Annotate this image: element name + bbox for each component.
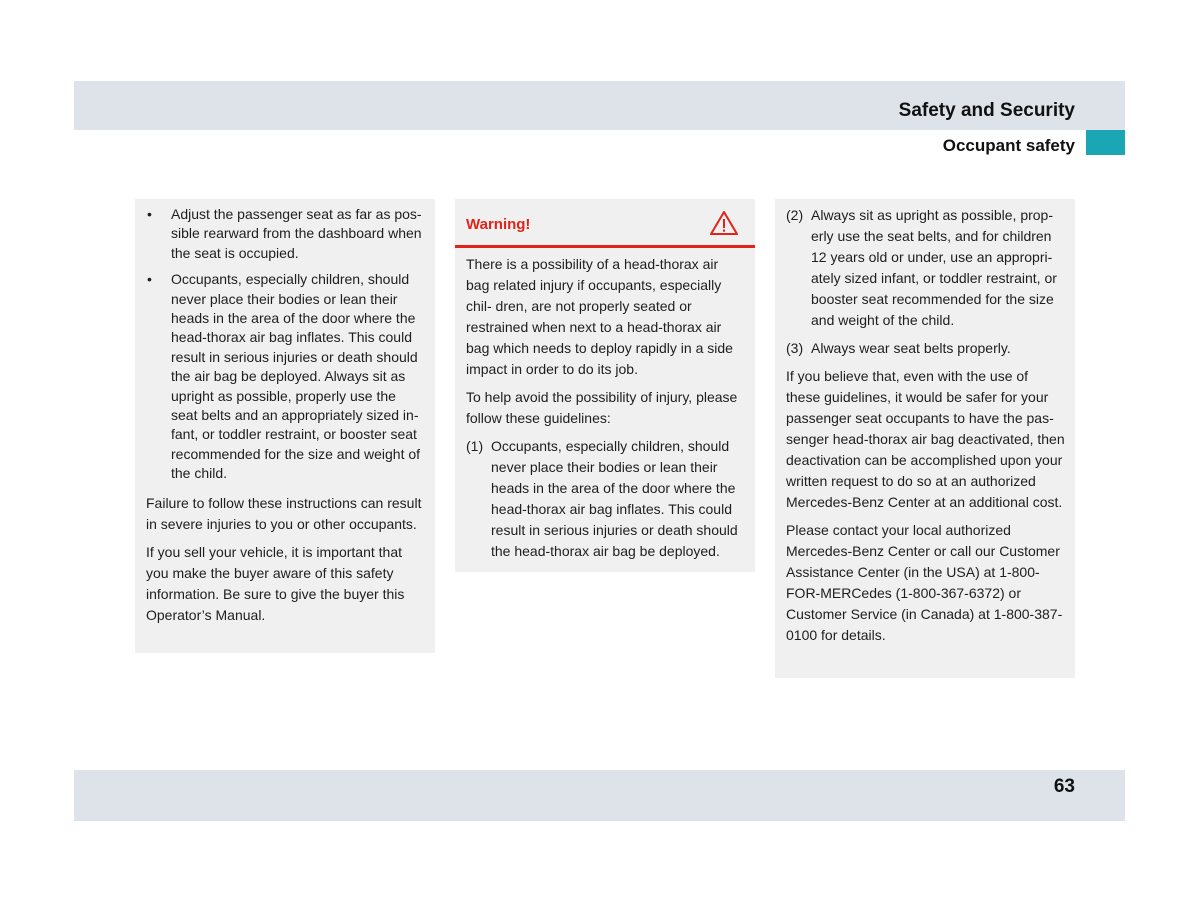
paragraph: Failure to follow these instructions can result in severe injuries to you or other occupants. bbox=[146, 494, 422, 532]
warning-body bbox=[455, 248, 755, 562]
bullet-list bbox=[146, 205, 425, 484]
paragraph: To help avoid the possibility of injury, please follow these guidelines: bbox=[466, 389, 738, 426]
item-text: Always sit as upright as possible, prop- erly use the seat belts, and for children 12 years old or under, use an appropri- ately sized infant, or toddler restraint, or booster seat recommended for the size and weight of the child. bbox=[811, 207, 1057, 328]
item-number: (3) bbox=[786, 340, 804, 356]
column-left bbox=[135, 199, 435, 653]
numbered-list bbox=[786, 205, 1065, 359]
paragraph: There is a possibility of a head-thorax air bag related injury if occupants, especially chil- dren, are not properly seated or restrained when next to a head-thorax air bag which needs to deploy rapidly in a side impact in order to do its job. bbox=[466, 256, 733, 377]
warning-header bbox=[455, 199, 755, 248]
warning-triangle-icon bbox=[709, 210, 739, 236]
section-title: Safety and Security bbox=[898, 100, 1075, 121]
paragraph: If you believe that, even with the use of these guidelines, it would be safer for your passenger seat occupants to have the pas- senger head-thorax air bag deactivated, then deactivation can be accomplished upon your written request to do so at an authorized Mercedes-Benz Center at an additional cost. bbox=[786, 368, 1065, 510]
list-item bbox=[786, 205, 1065, 331]
item-text: Always wear seat belts properly. bbox=[811, 340, 1011, 356]
list-item: • Occupants, especially children, should never place their bodies or lean their heads in the area of the door where the head-thorax air bag inflates. This could result in serious injuries or death should the air bag be deployed. Always sit as upright as possible, properly use the seat belts and an appropriately sized in- fant, or toddler restraint, or booster seat recommended for the size and weight of the child. bbox=[146, 270, 425, 483]
list-item bbox=[786, 338, 1065, 359]
item-text: Occupants, especially children, should never place their bodies or lean their heads in the area of the door where the head-thorax air bag inflates. This could result in serious injuries or death should the head-thorax air bag be deployed. bbox=[491, 438, 738, 559]
item-number: (2) bbox=[786, 207, 804, 223]
paragraph: Please contact your local authorized Mercedes-Benz Center or call our Customer Assistance Center (in the USA) at 1-800-FOR-MERCedes (1-800-367-6372) or Customer Service (in Canada) at 1-800-387-0100 for details. bbox=[786, 522, 1063, 643]
list-item: • Adjust the passenger seat as far as pos- sible rearward from the dashboard when the seat is occupied. bbox=[146, 205, 425, 263]
numbered-list bbox=[466, 436, 745, 562]
subsection-title: Occupant safety bbox=[942, 136, 1075, 155]
page-number: 63 bbox=[1053, 776, 1075, 797]
warning-box bbox=[455, 199, 755, 572]
warning-title: Warning! bbox=[466, 216, 531, 233]
paragraph: If you sell your vehicle, it is important that you make the buyer aware of this safety information. Be sure to give the buyer this Operator’s Manual. bbox=[146, 543, 405, 623]
footer-band bbox=[74, 770, 1125, 821]
item-number: (1) bbox=[466, 438, 484, 454]
list-item bbox=[466, 436, 745, 562]
chapter-tab-marker bbox=[1086, 130, 1125, 155]
column-right bbox=[775, 199, 1075, 678]
